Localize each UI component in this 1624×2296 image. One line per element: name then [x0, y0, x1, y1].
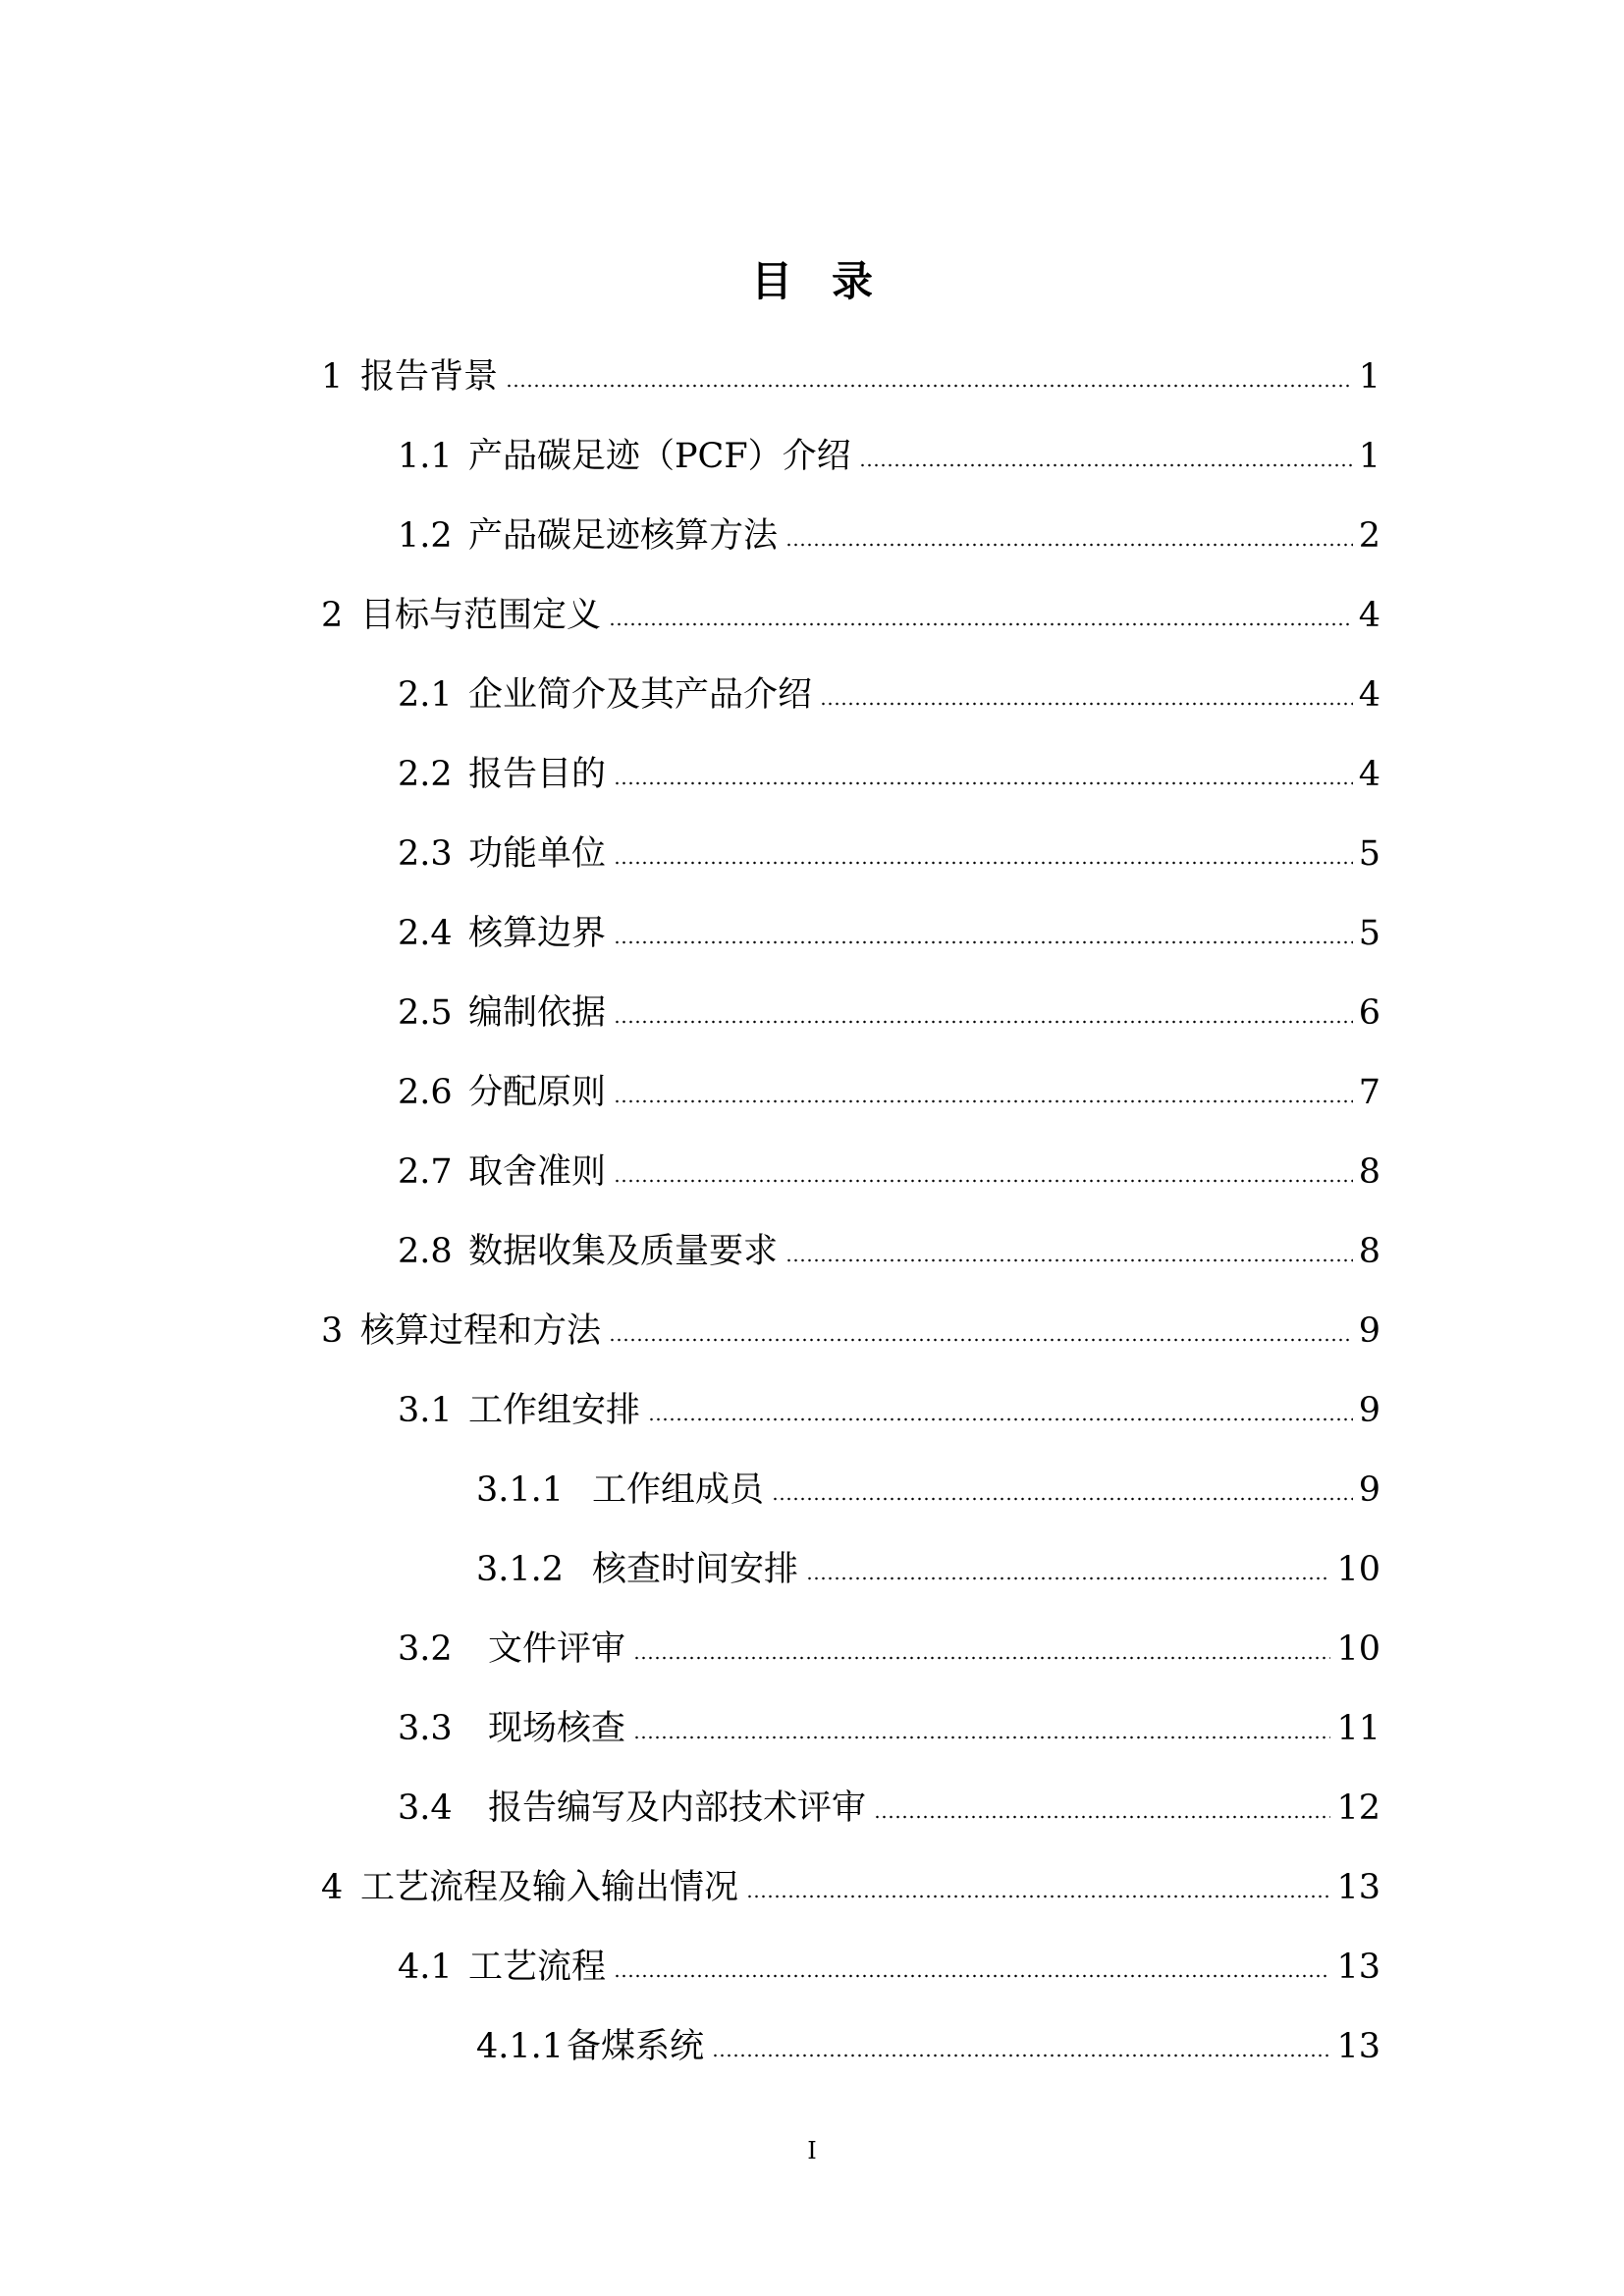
- toc-entry-title: 核算过程和方法: [360, 1311, 602, 1351]
- toc-dot-leader: [785, 1256, 1353, 1264]
- toc-entry-2-3[interactable]: [398, 828, 1380, 881]
- toc-entry-title: 现场核查: [488, 1709, 626, 1748]
- toc-entry-page: 8: [1358, 1152, 1380, 1192]
- toc-entry-page: 13: [1336, 2027, 1380, 2066]
- toc-entry-number: 1: [321, 357, 344, 397]
- toc-dot-leader: [506, 382, 1353, 390]
- toc-entry-page: 13: [1336, 1948, 1380, 1987]
- toc-dot-leader: [633, 1734, 1330, 1741]
- toc-entry-2-7[interactable]: [398, 1146, 1380, 1199]
- toc-entry-page: 7: [1358, 1073, 1380, 1112]
- toc-entry-number: 3.1.2: [476, 1550, 565, 1589]
- toc-entry-number: 1.1: [398, 437, 453, 476]
- toc-entry-title: 工艺流程: [468, 1948, 607, 1987]
- toc-entry-page: 9: [1358, 1391, 1380, 1430]
- toc-entry-page: 5: [1358, 914, 1380, 953]
- toc-entry-3-1-2[interactable]: [476, 1543, 1380, 1596]
- toc-entry-page: 10: [1336, 1550, 1380, 1589]
- toc-entry-page: 13: [1336, 1868, 1380, 1907]
- page-number: I: [807, 2137, 817, 2164]
- toc-entry-number: 1.2: [398, 516, 453, 556]
- toc-entry-title: 报告编写及内部技术评审: [488, 1789, 867, 1828]
- toc-dot-leader: [820, 700, 1353, 708]
- toc-dot-leader: [806, 1575, 1330, 1582]
- toc-entry-page: 12: [1336, 1789, 1380, 1828]
- toc-entry-number: 3.1: [398, 1391, 453, 1430]
- toc-dot-leader: [614, 1097, 1353, 1105]
- toc-entry-page: 4: [1358, 675, 1380, 715]
- toc-entry-number: 2.5: [398, 993, 453, 1033]
- toc-dot-leader: [614, 779, 1353, 787]
- toc-entry-title: 备煤系统: [567, 2027, 705, 2066]
- toc-dot-leader: [746, 1893, 1330, 1900]
- toc-entry-number: 3.3: [398, 1709, 453, 1748]
- toc-entry-2-1[interactable]: [398, 668, 1380, 721]
- toc-entry-title: 工艺流程及输入输出情况: [360, 1868, 739, 1907]
- toc-entry-4[interactable]: [321, 1861, 1380, 1914]
- toc-entry-page: 9: [1358, 1470, 1380, 1510]
- toc-entry-number: 2.2: [398, 755, 453, 794]
- toc-entry-title: 工作组安排: [468, 1391, 641, 1430]
- page-title: 目录: [750, 257, 912, 305]
- toc-entry-number: 2.6: [398, 1073, 453, 1112]
- toc-entry-3-4[interactable]: [398, 1782, 1380, 1835]
- toc-entry-page: 1: [1358, 357, 1380, 397]
- toc-entry-page: 5: [1358, 834, 1380, 874]
- toc-entry-number: 4: [321, 1868, 344, 1907]
- toc-entry-4-1[interactable]: [398, 1941, 1380, 1994]
- toc-entry-page: 8: [1358, 1232, 1380, 1271]
- toc-entry-title: 编制依据: [468, 993, 607, 1033]
- toc-dot-leader: [614, 1177, 1353, 1185]
- toc-entry-number: 3.1.1: [476, 1470, 565, 1510]
- toc-entry-page: 4: [1358, 596, 1380, 635]
- toc-entry-title: 企业简介及其产品介绍: [468, 675, 813, 715]
- toc-dot-leader: [648, 1415, 1353, 1423]
- toc-entry-number: 2.8: [398, 1232, 453, 1271]
- toc-entry-number: 4.1.1: [476, 2027, 565, 2066]
- toc-entry-2-8[interactable]: [398, 1225, 1380, 1278]
- toc-entry-title: 报告背景: [360, 357, 499, 397]
- toc-dot-leader: [609, 620, 1353, 628]
- toc-dot-leader: [614, 1018, 1353, 1026]
- toc-entry-2-4[interactable]: [398, 907, 1380, 960]
- toc-entry-1-1[interactable]: [398, 430, 1380, 483]
- toc-entry-3-1-1[interactable]: [476, 1464, 1380, 1517]
- toc-entry-number: 2.3: [398, 834, 453, 874]
- toc-entry-number: 2: [321, 596, 344, 635]
- toc-dot-leader: [874, 1813, 1330, 1821]
- toc-entry-2-2[interactable]: [398, 748, 1380, 801]
- toc-entry-3[interactable]: [321, 1305, 1380, 1358]
- toc-entry-3-3[interactable]: [398, 1702, 1380, 1755]
- toc-entry-number: 3.4: [398, 1789, 453, 1828]
- toc-entry-title: 核查时间安排: [592, 1550, 799, 1589]
- toc-entry-title: 核算边界: [468, 914, 607, 953]
- toc-entry-2-5[interactable]: [398, 987, 1380, 1040]
- toc-dot-leader: [772, 1495, 1353, 1503]
- toc-entry-4-1-1[interactable]: [476, 2020, 1380, 2073]
- toc-dot-leader: [785, 541, 1353, 549]
- toc-entry-title: 文件评审: [488, 1629, 626, 1669]
- toc-entry-2-6[interactable]: [398, 1066, 1380, 1119]
- toc-entry-page: 10: [1336, 1629, 1380, 1669]
- toc-entry-2[interactable]: [321, 589, 1380, 642]
- toc-entry-page: 11: [1336, 1709, 1380, 1748]
- toc-dot-leader: [633, 1654, 1330, 1662]
- toc-entry-title: 报告目的: [468, 755, 607, 794]
- toc-entry-page: 2: [1358, 516, 1380, 556]
- toc-entry-title: 分配原则: [468, 1073, 607, 1112]
- toc-dot-leader: [609, 1336, 1353, 1344]
- toc-entry-1-2[interactable]: [398, 509, 1380, 562]
- toc-entry-title: 功能单位: [468, 834, 607, 874]
- toc-dot-leader: [614, 1972, 1330, 1980]
- toc-entry-number: 4.1: [398, 1948, 453, 1987]
- toc-entry-page: 9: [1358, 1311, 1380, 1351]
- toc-entry-number: 2.1: [398, 675, 453, 715]
- toc-entry-title: 产品碳足迹核算方法: [468, 516, 779, 556]
- toc-entry-title: 产品碳足迹（PCF）介绍: [468, 437, 851, 476]
- toc-entry-1[interactable]: [321, 350, 1380, 403]
- toc-entry-page: 4: [1358, 755, 1380, 794]
- toc-dot-leader: [614, 859, 1353, 867]
- toc-entry-page: 6: [1358, 993, 1380, 1033]
- toc-entry-3-1[interactable]: [398, 1384, 1380, 1437]
- toc-entry-number: 2.4: [398, 914, 453, 953]
- toc-entry-number: 2.7: [398, 1152, 453, 1192]
- toc-dot-leader: [614, 938, 1353, 946]
- toc-entry-number: 3: [321, 1311, 344, 1351]
- toc-entry-3-2[interactable]: [398, 1623, 1380, 1676]
- toc-dot-leader: [712, 2052, 1330, 2059]
- toc-entry-title: 目标与范围定义: [360, 596, 602, 635]
- toc-entry-page: 1: [1358, 437, 1380, 476]
- toc-entry-title: 取舍准则: [468, 1152, 607, 1192]
- toc-dot-leader: [859, 461, 1353, 469]
- toc-entry-title: 数据收集及质量要求: [468, 1232, 779, 1271]
- toc-entry-title: 工作组成员: [592, 1470, 765, 1510]
- toc-entry-number: 3.2: [398, 1629, 453, 1669]
